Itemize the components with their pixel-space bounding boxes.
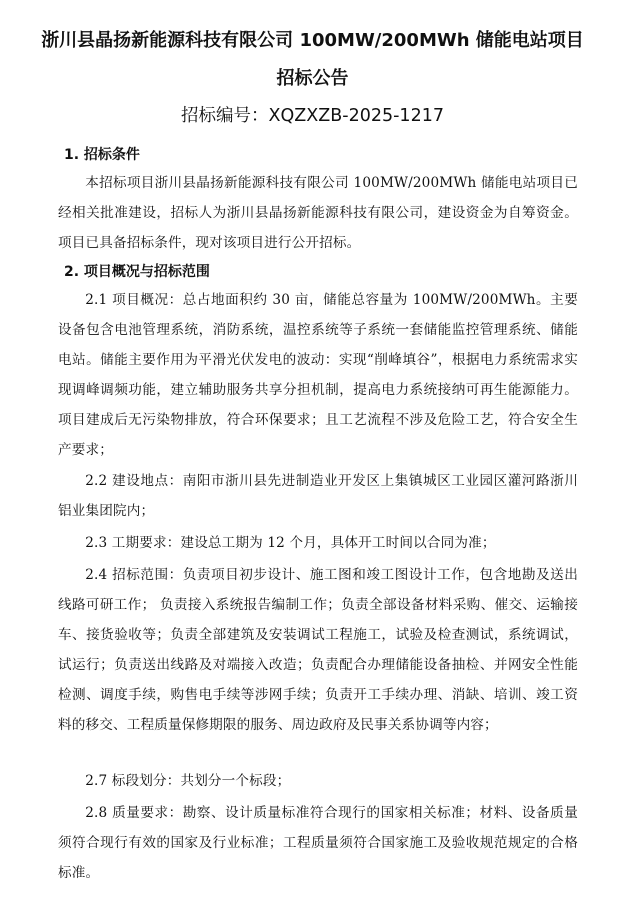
- paragraph-scope: 2.4 招标范围：负责项目初步设计、施工图和竣工图设计工作，包含地勘及送出线路可研工作； 负责接入系统报告编制工作；负责全部设备材料采购、催交、运输接车、接货验收等；负责全部建筑及安装调试工程施工，试验及检查测试，系统调试，试运行；负责送出线路及对端接入改造；负责配合办理储能设备抽检、并网安全性能检测、调度手续，购售电手续等涉网手续；负责开工手续办理、消缺、培训、竣工资料的移交、工程质量保修期限的服务、周边政府及民事关系协调等内容；: [58, 567, 578, 733]
- paragraph-schedule: 2.3 工期要求：建设总工期为 12 个月，具体开工时间以合同为准；: [85, 535, 496, 551]
- paragraph-tender-conditions: 本招标项目浙川县晶扬新能源科技有限公司 100MW/200MWh 储能电站项目已经相关批准建设，招标人为浙川县晶扬新能源科技有限公司，建设资金为自筹资金。项目已具备招标条件，现对该项目进行公开招标。: [58, 175, 578, 251]
- paragraph-quality: 2.8 质量要求：勘察、设计质量标准符合现行的国家相关标准；材料、设备质量须符合现行有效的国家及行业标准；工程质量须符合国家施工及验收规范规定的合格标准。: [58, 805, 578, 881]
- section-heading-1: 1. 招标条件: [64, 147, 140, 163]
- paragraph-location: 2.2 建设地点：南阳市浙川县先进制造业开发区上集镇城区工业园区灌河路浙川铝业集团院内；: [58, 473, 578, 519]
- paragraph-lots: 2.7 标段划分：共划分一个标段；: [85, 773, 291, 789]
- bid-number: 招标编号：XQZXZB-2025-1217: [181, 106, 444, 126]
- document-title: 浙川县晶扬新能源科技有限公司 100MW/200MWh 储能电站项目: [41, 30, 584, 51]
- section-heading-2: 2. 项目概况与招标范围: [64, 264, 210, 280]
- document-subtitle: 招标公告: [276, 68, 349, 89]
- paragraph-project-overview: 2.1 项目概况：总占地面积约 30 亩，储能总容量为 100MW/200MWh。主要设备包含电池管理系统，消防系统，温控系统等子系统一套储能监控管理系统、储能电站。储能主要作用为平滑光伏发电的波动：实现“削峰填谷”，根据电力系统需求实现调峰调频功能，建立辅助服务共享分担机制，提高电力系统接纳可再生能源能力。项目建成后无污染物排放，符合环保要求；且工艺流程不涉及危险工艺，符合安全生产要求；: [58, 292, 578, 458]
